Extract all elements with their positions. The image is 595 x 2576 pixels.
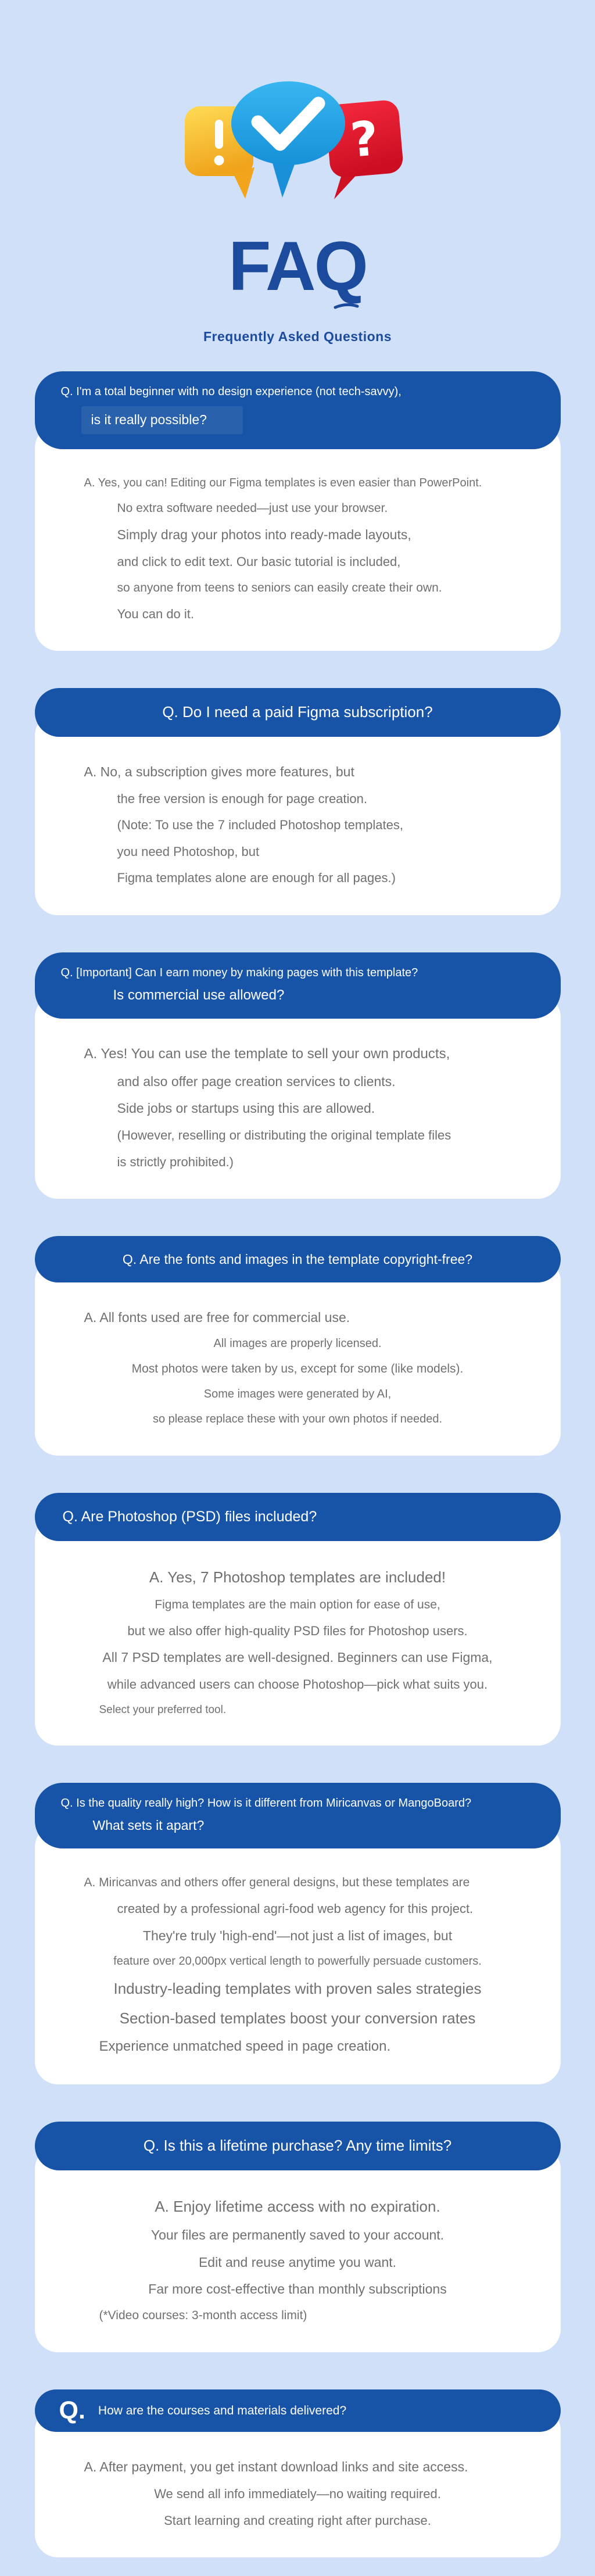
answer-line: Experience unmatched speed in page creation. [99,2038,391,2055]
faq-section [35,1236,561,1456]
question-line: Q. I'm a total beginner with no design experience (not tech-savvy), [60,385,402,398]
speech-bubbles-graphic [184,80,411,218]
answer-line: (*Video courses: 3-month access limit) [99,2309,307,2323]
answer-line: and click to edit text. Our basic tutorial is included, [117,554,401,569]
question-pill [35,2389,561,2432]
question-line: Q. Are the fonts and images in the template copyright-free? [122,1252,473,1267]
faq-section [35,688,561,915]
page-title: FAQ [228,227,367,305]
faq-section [35,2122,561,2352]
answer-card [35,2146,561,2352]
question-pill [35,1493,561,1541]
answer-card [35,994,561,1199]
question-line: Q. [Important] Can I earn money by making pages with this template? [60,966,418,979]
faq-section [35,2389,561,2557]
question-line: Q. Is the quality really high? How is it different from Miricanvas or MangoBoard? [60,1797,472,1810]
faq-list [35,371,561,2557]
answer-line: so please replace these with your own photos if needed. [152,1413,443,1426]
question-line: What sets it apart? [92,1818,205,1833]
faq-section [35,1783,561,2084]
faq-section [35,1493,561,1746]
answer-line: Select your preferred tool. [99,1703,227,1716]
answer-card [35,1258,561,1456]
answer-card [35,1824,561,2085]
question-line: Q. Are Photoshop (PSD) files included? [62,1509,317,1525]
question-line: Q. Do I need a paid Figma subscription? [162,703,433,721]
answer-line: Edit and reuse anytime you want. [198,2254,397,2270]
answer-line: Most photos were taken by us, except for some (like models). [131,1362,464,1376]
answer-line: Some images were generated by AI, [203,1388,392,1401]
answer-line: is strictly prohibited.) [117,1154,234,1169]
answer-line: A. Yes, you can! Editing our Figma templates is even easier than PowerPoint. [84,476,482,490]
answer-line: you need Photoshop, but [117,844,260,859]
answer-card [35,1517,561,1746]
answer-line: created by a professional agri-food web agency for this project. [117,1901,474,1916]
answer-card [35,712,561,915]
answer-line: the free version is enough for page creation. [117,791,367,806]
page-subtitle: Frequently Asked Questions [203,328,392,344]
answer-line: and also offer page creation services to clients. [117,1073,396,1089]
answer-line: A. Yes, 7 Photoshop templates are included! [149,1568,446,1586]
answer-line: so anyone from teens to seniors can easily create their own. [117,581,442,594]
question-line: How are the courses and materials delivered? [98,2403,347,2417]
question-pill [35,2122,561,2170]
question-line: Q. Is this a lifetime purchase? Any time limits? [143,2137,452,2155]
answer-line: You can do it. [117,606,195,621]
answer-line: Figma templates are the main option for ease of use, [155,1597,440,1611]
svg-text:?: ? [348,111,381,169]
answer-line: A. Yes! You can use the template to sell your own products, [84,1045,450,1062]
answer-line: feature over 20,000px vertical length to powerfully persuade customers. [113,1955,482,1968]
question-pill [35,1783,561,1848]
answer-line: A. Miricanvas and others offer general designs, but these templates are [84,1875,470,1889]
answer-line: (However, reselling or distributing the original template files [117,1128,451,1143]
answer-line: All images are properly licensed. [213,1337,382,1350]
answer-line: We send all info immediately—no waiting required. [154,2487,441,2502]
answer-line: They're truly 'high-end'—not just a list of images, but [142,1927,453,1943]
question-line: Is commercial use allowed? [113,987,285,1003]
question-pill [35,1236,561,1282]
answer-line: Figma templates alone are enough for all pages.) [117,870,396,886]
answer-line: while advanced users can choose Photoshop—pick what suits you. [107,1677,488,1692]
answer-line: Far more cost-effective than monthly subscriptions [148,2281,447,2297]
answer-line: A. All fonts used are free for commercial use. [84,1310,350,1325]
answer-line: Your files are permanently saved to your account. [150,2227,445,2242]
answer-line: No extra software needed—just use your browser. [117,501,388,515]
answer-line: Start learning and creating right after purchase. [164,2513,431,2528]
answer-line: All 7 PSD templates are well-designed. Beginners can use Figma, [102,1650,493,1665]
answer-line: Side jobs or startups using this are allowed. [117,1101,375,1116]
answer-line: A. Enjoy lifetime access with no expiration. [155,2198,440,2216]
answer-line: but we also offer high-quality PSD files for Photoshop users. [127,1623,468,1638]
answer-line: (Note: To use the 7 included Photoshop templates, [117,818,403,833]
question-pill [35,688,561,737]
question-line [55,406,540,434]
question-highlight: is it really possible? [81,406,243,434]
question-badge: Q. [59,2396,85,2425]
answer-card [35,425,561,651]
faq-section [35,952,561,1199]
answer-line: A. No, a subscription gives more features, but [84,764,354,780]
question-pill [35,952,561,1019]
answer-line: Simply drag your photos into ready-made layouts, [117,527,411,543]
answer-line: Industry-leading templates with proven sales strategies [113,1980,482,1998]
answer-line: Section-based templates boost your conversion rates [119,2009,476,2027]
faq-section [35,371,561,651]
answer-line: A. After payment, you get instant download links and site access. [84,2459,468,2475]
question-pill [35,371,561,449]
